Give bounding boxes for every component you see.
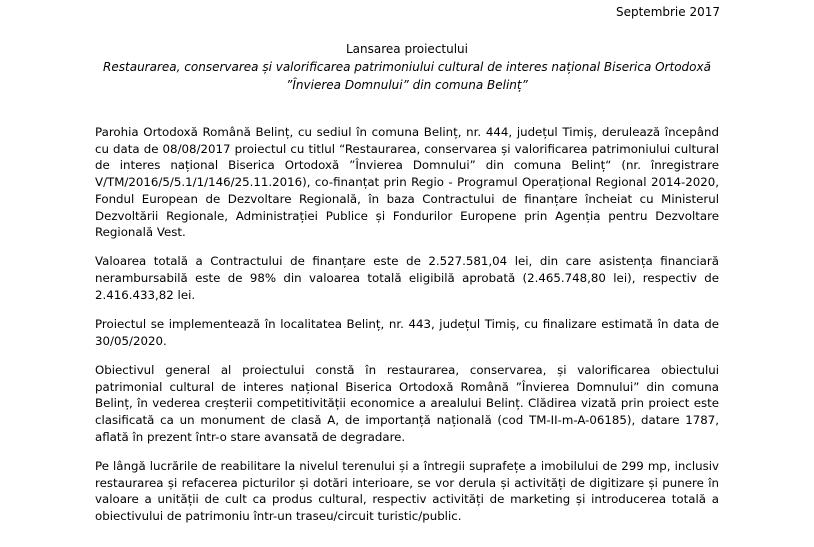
paragraph-works-description: Pe lângă lucrările de reabilitare la nivelul terenului și a întregii suprafețe a imobilului de 299 mp, inclusiv restaurarea și refacerea picturilor și dotări interioare, se vor derula și activități de digitizare și punere în valoare a unității de cult ca produs cultural, respectiv activități de marketing și introducerea totală a obiectivului de patrimoniu într-un traseu/circuit turistic/public. (95, 458, 719, 524)
paragraph-contract-value: Valoarea totală a Contractului de finanțare este de 2.527.581,04 lei, din care asistența financiară nerambursabilă este de 98% din valoarea totală eligibilă aprobată (2.465.748,80 lei), respectiv de 2.416.433,82 lei. (95, 254, 719, 302)
document-heading (60, 40, 754, 94)
document-subtitle-line-2: ”Învierea Domnului” din comuna Belinț” (286, 78, 528, 92)
document-body (95, 124, 719, 537)
paragraph-project-intro: Parohia Ortodoxă Română Belinț, cu sediul în comuna Belinț, nr. 444, județul Timiș, derulează începând cu data de 08/08/2017 proiectul cu titlul “Restaurarea, conservarea și valorificarea patrimoniului cultural de interes național Biserica Ortodoxă ”Învierea Domnului” din comuna Belinț“ (nr. înregistrare V/TM/2016/5/5.1/1/146/25.11.2016), co-finanțat prin Regio - Programul Operațional Regional 2014-2020, Fondul European de Dezvoltare Regională, în baza Contractului de finanțare încheiat cu Ministerul Dezvoltării Regionale, Administrației Publice și Fondurilor Europene prin Agenția pentru Dezvoltare Regională Vest. (95, 125, 719, 240)
document-subtitle-line-1: Restaurarea, conservarea și valorificarea patrimoniului cultural de interes național Biserica Ortodoxă (103, 60, 711, 74)
paragraph-implementation-location: Proiectul se implementează în localitatea Belinț, nr. 443, județul Timiș, cu finalizare estimată în data de 30/05/2020. (95, 317, 719, 348)
document-date: Septembrie 2017 (615, 5, 720, 19)
document-title: Lansarea proiectului (346, 42, 468, 56)
paragraph-general-objective: Obiectivul general al proiectului constă în restaurarea, conservarea, și valorificarea obiectului patrimonial cultural de interes național Biserica Ortodoxă Română ”Învierea Domnului” din comuna Belinț, în vederea creșterii competitivității economice a arealului Belinț. Clădirea vizată prin proiect este clasificată ca un monument de clasă A, de importanță națională (cod TM-II-m-A-06185), datare 1787, aflată în prezent într-o stare avansată de degradare. (95, 362, 719, 444)
